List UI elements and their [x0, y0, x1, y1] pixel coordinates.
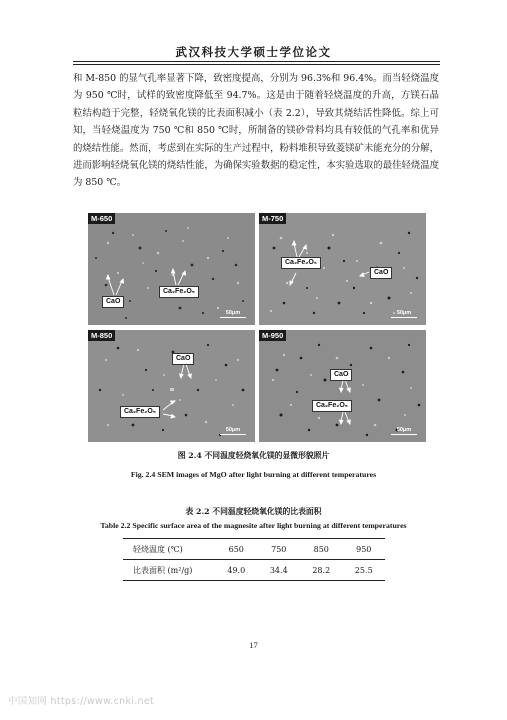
scalebar-label-m750: 50μm	[396, 310, 412, 316]
surface-area-table	[123, 538, 385, 581]
label-ca2fe2o5-m850: Ca₂Fe₂O₅	[120, 406, 160, 418]
sem-image-m850	[88, 330, 255, 442]
label-cao-m850: CaO	[172, 353, 194, 365]
table-row-area	[123, 560, 385, 581]
scalebar-label-m950: 50μm	[396, 427, 412, 433]
label-ca2fe2o5-m650: Ca₂Fe₂O₅	[159, 286, 199, 298]
label-cao-m750: CaO	[370, 267, 392, 279]
area-cell: 34.4	[258, 560, 301, 581]
row-label-temperature: 轻烧温度 (℃)	[123, 539, 215, 560]
scalebar-label-m850: 50μm	[225, 427, 241, 433]
area-cell: 49.0	[215, 560, 258, 581]
temp-cell: 950	[343, 539, 386, 560]
panel-tag-m650: M-650	[88, 213, 115, 224]
label-cao-m950: CaO	[330, 369, 352, 381]
sem-image-m950	[259, 330, 426, 442]
temp-cell: 650	[215, 539, 258, 560]
panel-tag-m750: M-750	[259, 213, 286, 224]
running-header: 武汉科技大学硕士学位论文	[175, 45, 332, 59]
temp-cell: 750	[258, 539, 301, 560]
body-paragraph-block	[73, 70, 439, 192]
body-paragraph: 和 M-850 的显气孔率显著下降，致密度提高，分别为 96.3%和 96.4%。而当轻烧温度为 950 ℃时，试样的致密度降低至 94.7%。这是由于随着轻烧温度的升高，方镁石晶粒结构趋于完整，轻烧氧化镁的比表面积减小（表 2.2），导致其烧结活性降低。综上可知，当轻烧温度为 750 ℃和 850 ℃时，所制备的镁砂骨料均具有较低的气孔率和优异的烧结性能。然而，考虑到在实际的生产过程中，粉料堆积导致菱镁矿未能充分的分解，进而影响轻烧氧化镁的烧结性能，为确保实验数据的稳定性，本实验选取的最佳轻烧温度为 850 ℃。	[73, 73, 439, 189]
sem-image-m650	[88, 213, 255, 325]
label-cao-m650: CaO	[102, 296, 124, 308]
label-ca2fe2o5-m750: Ca₂Fe₂O₅	[281, 257, 321, 269]
area-cell: 25.5	[343, 560, 386, 581]
table-caption-en: Table 2.2 Specific surface area of the magnesite after light burning at different temperatures	[100, 521, 407, 530]
sem-panel-m850	[88, 330, 255, 442]
panel-tag-m850: M-850	[88, 330, 115, 341]
scalebar-m750	[391, 317, 417, 318]
sem-panel-m650	[88, 213, 255, 325]
cnki-watermark: 中国知网 https://www.cnki.net	[8, 696, 155, 707]
sem-panel-m950	[259, 330, 426, 442]
panel-tag-m950: M-950	[259, 330, 286, 341]
temp-cell: 850	[300, 539, 343, 560]
scalebar-m950	[391, 434, 417, 435]
table-row-temperature	[123, 539, 385, 560]
page-number: 17	[249, 640, 258, 650]
scalebar-label-m650: 50μm	[225, 310, 241, 316]
area-cell: 28.2	[300, 560, 343, 581]
figure-caption-cn: 图 2.4 不同温度轻烧氧化镁的显微形貌照片	[177, 451, 330, 460]
row-label-area: 比表面积 (m²/g)	[123, 560, 215, 581]
sem-image-m750	[259, 213, 426, 325]
scalebar-m850	[220, 434, 246, 435]
header-rule-thin	[73, 64, 440, 65]
header-rule-thick	[73, 61, 440, 62]
label-ca2fe2o5-m950: Ca₂Fe₂O₅	[312, 400, 352, 412]
table-caption-cn: 表 2.2 不同温度轻烧氧化镁的比表面积	[185, 507, 322, 516]
sem-figure	[88, 213, 428, 443]
figure-caption-en: Fig. 2.4 SEM images of MgO after light burning at different temperatures	[130, 470, 377, 479]
sem-panel-m750	[259, 213, 426, 325]
scalebar-m650	[220, 317, 246, 318]
